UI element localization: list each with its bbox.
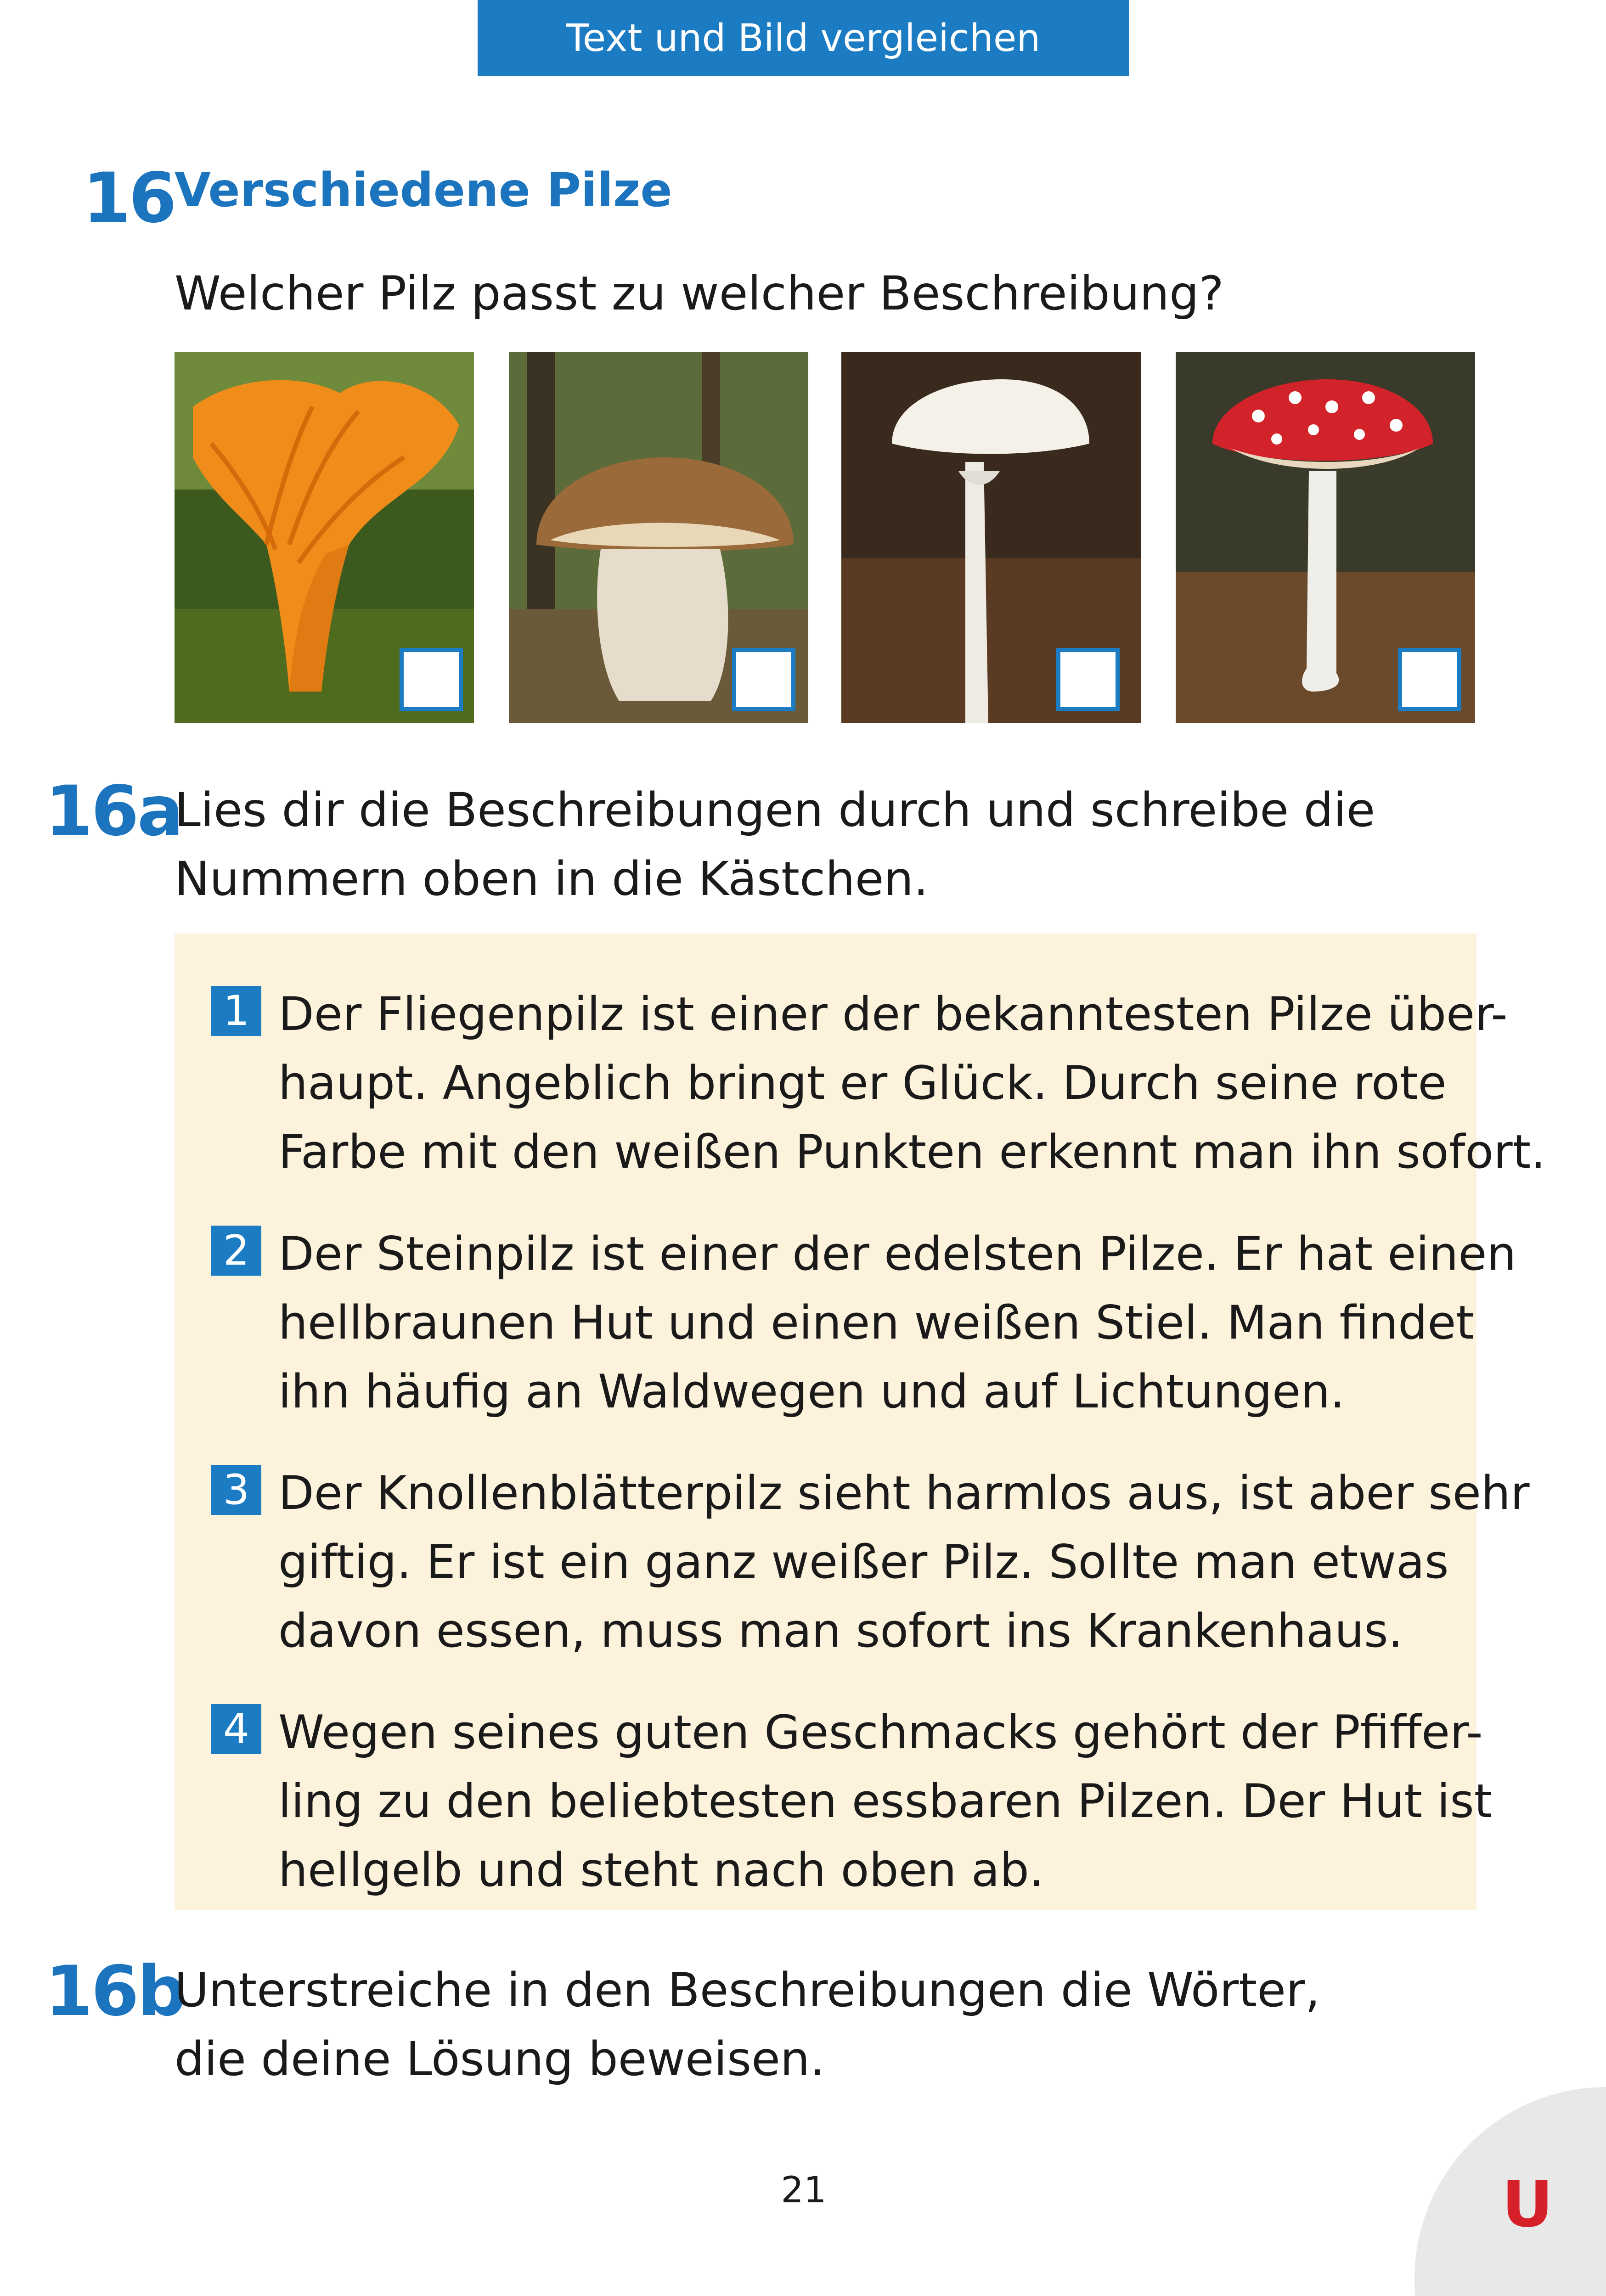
descriptions-box — [175, 934, 1546, 1910]
photo-porcini — [509, 352, 808, 723]
task-question: Welcher Pilz passt zu welcher Beschreibung? — [175, 266, 1224, 321]
task16b-instruction: Unterstreiche in den Beschreibungen die Wörter, die deine Lösung beweisen. — [175, 1963, 1320, 2087]
photo-death-cap — [841, 352, 1141, 723]
answer-box-2[interactable] — [732, 648, 795, 711]
number-badge: 2 — [211, 1226, 261, 1276]
page-number: 21 — [781, 2170, 827, 2211]
description-text: Der Knollenblätterpilz sieht harmlos aus, ist aber sehr giftig. Er ist ein ganz weißer Pilz. Sollte man etwas davon essen, muss man sofort ins Krankenhaus. — [278, 1466, 1530, 1658]
answer-box-1[interactable] — [400, 648, 463, 711]
task-title: Verschiedene Pilze — [175, 163, 672, 218]
number-badge: 1 — [211, 986, 261, 1036]
task16a-instruction: Lies dir die Beschreibungen durch und schreibe die Nummern oben in die Kästchen. — [175, 783, 1375, 906]
answer-box-3[interactable] — [1056, 648, 1120, 711]
number-badge: 4 — [211, 1704, 261, 1754]
description-text: Der Fliegenpilz ist einer der bekanntesten Pilze über- haupt. Angeblich bringt er Glück. Durch seine rote Farbe mit den weißen Punkten erkennt man ihn sofort. — [278, 987, 1546, 1179]
task-number-16b: 16b — [45, 1952, 185, 2032]
number-badge: 3 — [211, 1465, 261, 1515]
description-text: Wegen seines guten Geschmacks gehört der Pfiffer- ling zu den beliebtesten essbaren Pilzen. Der Hut ist hellgelb und steht nach oben ab. — [278, 1705, 1493, 1897]
task-number-16a: 16a — [45, 771, 182, 851]
answer-box-4[interactable] — [1398, 648, 1461, 711]
photo-chanterelle — [175, 352, 474, 723]
section-banner: Text und Bild vergleichen — [478, 0, 1129, 76]
corner-letter: U — [1502, 2167, 1554, 2241]
description-text: Der Steinpilz ist einer der edelsten Pilze. Er hat einen hellbraunen Hut und einen weißen Stiel. Man findet ihn häufig an Waldwegen und auf Lichtungen. — [278, 1227, 1516, 1418]
photo-fly-agaric — [1176, 352, 1475, 723]
task-number-16: 16 — [83, 158, 175, 238]
